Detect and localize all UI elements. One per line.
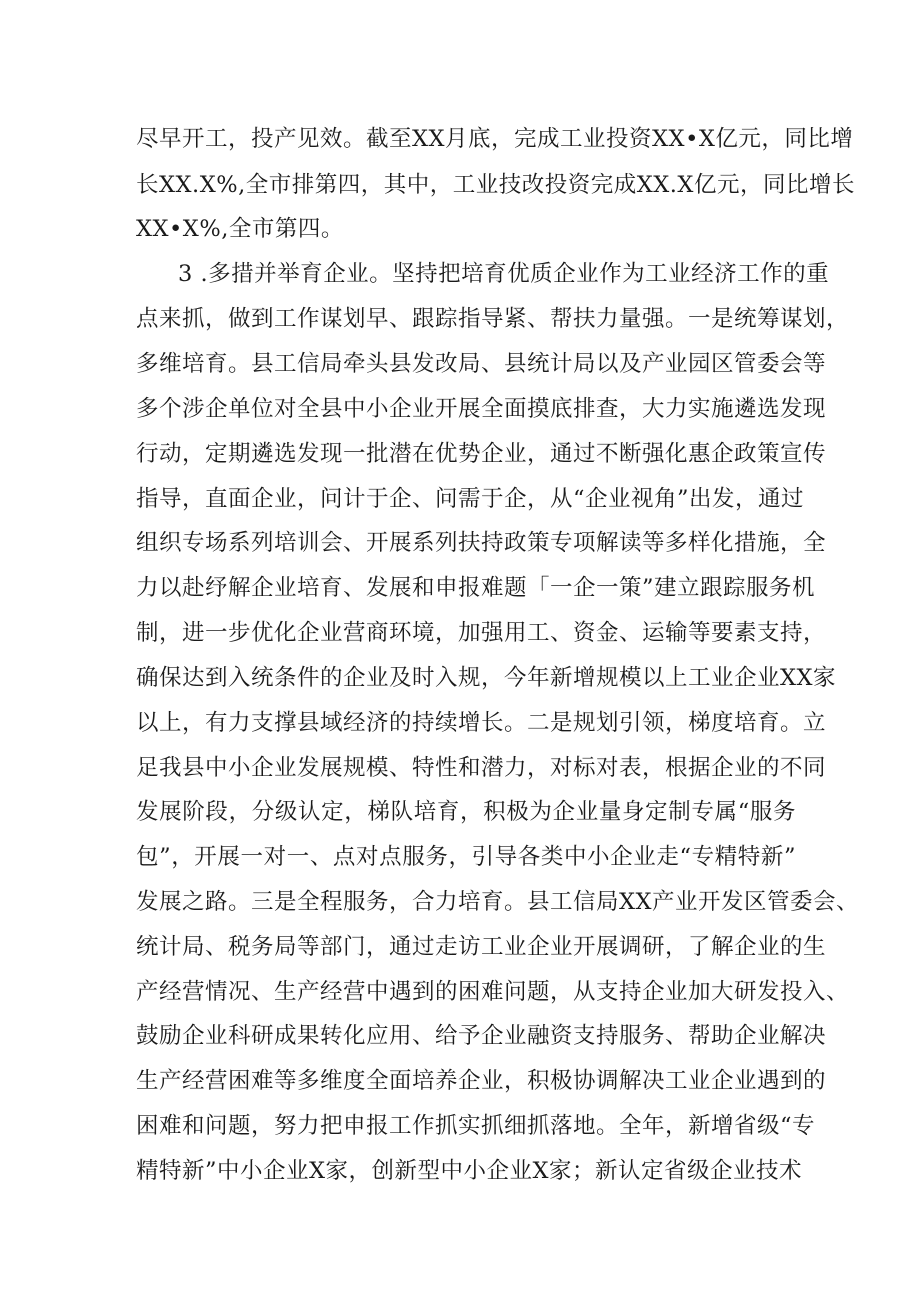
text-line: 包”，开展一对一、点对点服务，引导各类中小企业走“专精特新” xyxy=(136,844,796,870)
text-line: 组织专场系列培训会、开展系列扶持政策专项解读等多样化措施，全 xyxy=(136,530,827,556)
text-line: 制，进一步优化企业营商环境，加强用工、资金、运输等要素支持， xyxy=(136,620,827,646)
text-line: 力以赴纾解企业培育、发展和申报难题「一企一策”建立跟踪服务机 xyxy=(136,575,816,601)
text-line: 确保达到入统条件的企业及时入规，今年新增规模以上工业企业XX家 xyxy=(136,665,837,691)
text-line: 尽早开工，投产见效。截至XX月底，完成工业投资XX•X亿元，同比增 xyxy=(136,126,854,152)
text-line: 生产经营困难等多维度全面培养企业，积极协调解决工业企业遇到的 xyxy=(136,1068,827,1094)
section-heading-line: 3 .多措并举育企业。坚持把培育优质企业作为工业经济工作的重 xyxy=(178,261,830,287)
text-line: 多维培育。县工信局牵头县发改局、县统计局以及产业园区管委会等 xyxy=(136,351,827,377)
text-line: 以上，有力支撑县域经济的持续增长。二是规划引领，梯度培育。立 xyxy=(136,710,827,736)
text-line: 精特新”中小企业X家，创新型中小企业X家；新认定省级企业技术 xyxy=(136,1158,803,1184)
text-line: 发展之路。三是全程服务，合力培育。县工信局XX产业开发区管委会、 xyxy=(136,889,860,915)
text-line: 产经营情况、生产经营中遇到的困难问题，从支持企业加大研发投入、 xyxy=(136,979,850,1005)
text-line: 长XX.X%,全市排第四，其中，工业技改投资完成XX.X亿元，同比增长 xyxy=(136,172,855,198)
text-line: 足我县中小企业发展规模、特性和潜力，对标对表，根据企业的不同 xyxy=(136,755,827,781)
text-line: 多个涉企单位对全县中小企业开展全面摸底排查，大力实施遴选发现 xyxy=(136,396,827,422)
text-line: 指导，直面企业，问计于企、问需于企，从“企业视角”出发，通过 xyxy=(136,486,805,512)
text-line: 统计局、税务局等部门，通过走访工业企业开展调研，了解企业的生 xyxy=(136,934,827,960)
text-line: 行动，定期遴选发现一批潜在优势企业，通过不断强化惠企政策宣传 xyxy=(136,441,827,467)
text-line: 困难和问题，努力把申报工作抓实抓细抓落地。全年，新增省级“专 xyxy=(136,1113,816,1139)
text-line: 发展阶段，分级认定，梯队培育，积极为企业量身定制专属“服务 xyxy=(136,799,796,825)
text-line: 点来抓，做到工作谋划早、跟踪指导紧、帮扶力量强。一是统筹谋划， xyxy=(136,306,850,332)
text-line: XX•X%,全市第四。 xyxy=(136,216,344,242)
text-line: 鼓励企业科研成果转化应用、给予企业融资支持服务、帮助企业解决 xyxy=(136,1023,827,1049)
